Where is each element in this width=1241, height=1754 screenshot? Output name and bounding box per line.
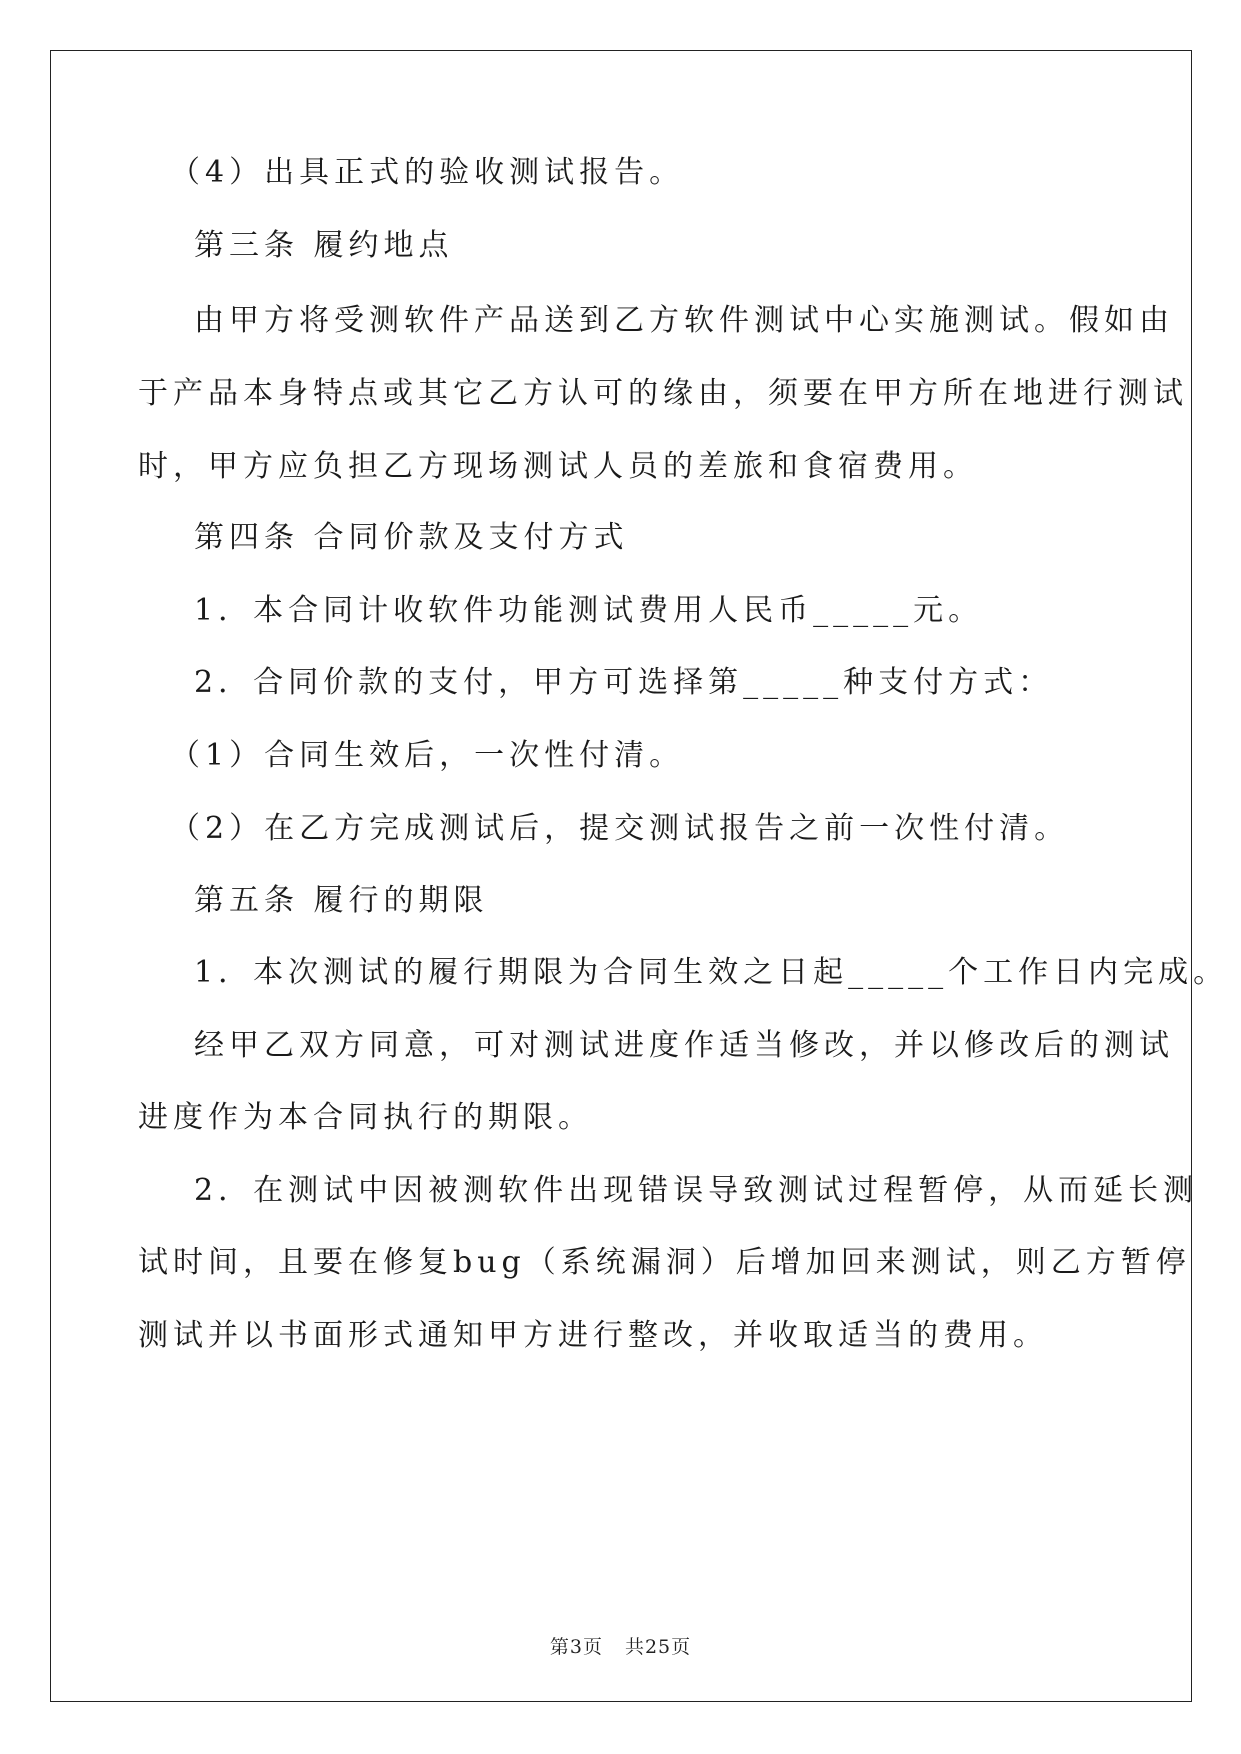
page-total: 共25页 (624, 1636, 692, 1658)
section-heading: 第五条 履行的期限 (194, 883, 489, 918)
paragraph-line: 由甲方将受测软件产品送到乙方软件测试中心实施测试。假如由 (194, 303, 1174, 338)
paragraph-line: 1．本合同计收软件功能测试费用人民币_____元。 (194, 593, 984, 628)
paragraph-line: （1）合同生效后，一次性付清。 (170, 738, 685, 773)
paragraph-line: 1．本次测试的履行期限为合同生效之日起_____个工作日内完成。 (194, 955, 1229, 990)
paragraph-line: （4）出具正式的验收测试报告。 (170, 155, 685, 190)
paragraph-line: 2．合同价款的支付，甲方可选择第_____种支付方式： (194, 665, 1054, 700)
paragraph-line: 进度作为本合同执行的期限。 (138, 1100, 593, 1135)
paragraph-line: 2．在测试中因被测软件出现错误导致测试过程暂停，从而延长测 (194, 1173, 1199, 1208)
paragraph-line: 时，甲方应负担乙方现场测试人员的差旅和食宿费用。 (138, 449, 978, 484)
paragraph-line: 测试并以书面形式通知甲方进行整改，并收取适当的费用。 (138, 1318, 1048, 1353)
paragraph-line: 试时间，且要在修复bug（系统漏洞）后增加回来测试，则乙方暂停 (138, 1245, 1191, 1280)
paragraph-line: （2）在乙方完成测试后，提交测试报告之前一次性付清。 (170, 811, 1070, 846)
page-footer (0, 1632, 1241, 1659)
paragraph-line: 经甲乙双方同意，可对测试进度作适当修改，并以修改后的测试 (194, 1028, 1174, 1063)
page-number: 第3页 (549, 1636, 603, 1658)
section-heading: 第三条 履约地点 (194, 228, 454, 263)
section-heading: 第四条 合同价款及支付方式 (194, 520, 629, 555)
paragraph-line: 于产品本身特点或其它乙方认可的缘由，须要在甲方所在地进行测试 (138, 376, 1188, 411)
